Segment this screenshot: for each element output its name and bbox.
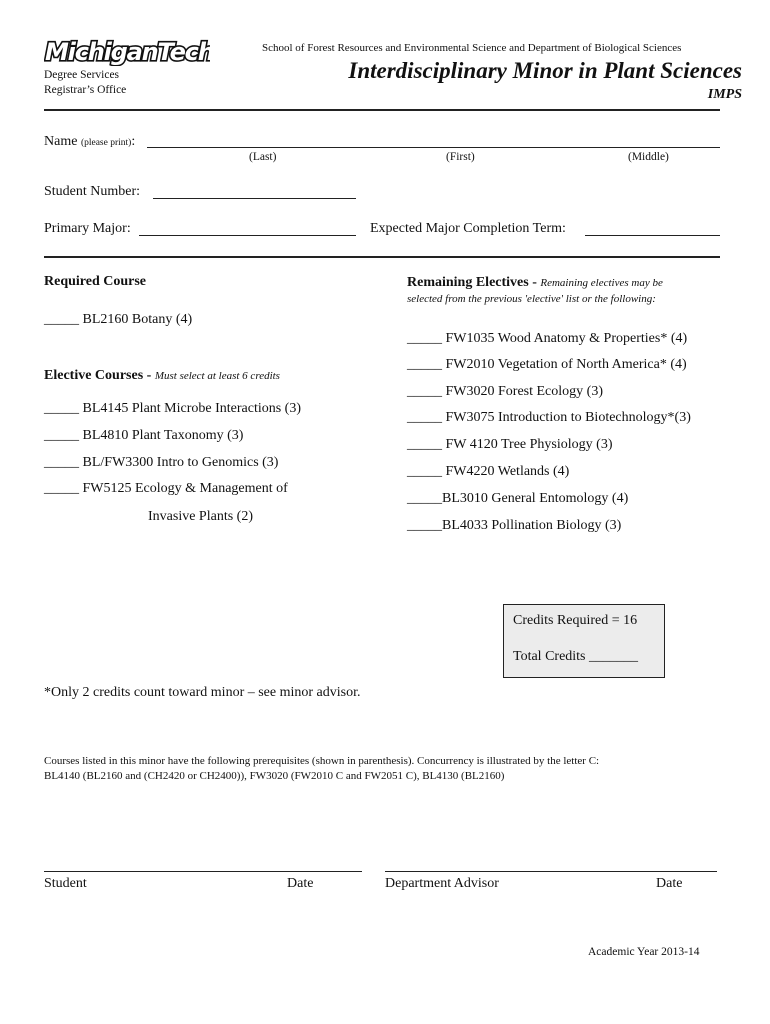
footnote: *Only 2 credits count toward minor – see minor advisor.: [44, 685, 361, 700]
remaining-course-item[interactable]: _____ FW1035 Wood Anatomy & Properties* (4): [407, 331, 688, 346]
credits-required: Credits Required = 16: [513, 613, 638, 628]
primary-major-field[interactable]: [139, 223, 356, 236]
name-field[interactable]: [147, 135, 720, 148]
remaining-note-line2: selected from the previous 'elective' list or the following:: [407, 293, 656, 305]
advisor-signature-label: Department Advisor: [385, 876, 499, 891]
fields-divider: [44, 256, 720, 258]
degree-services: Degree Services: [44, 69, 120, 81]
remaining-course-item[interactable]: _____ FW4220 Wetlands (4): [407, 464, 570, 479]
elective-course-item[interactable]: _____ BL/FW3300 Intro to Genomics (3): [44, 455, 279, 470]
required-course-heading: Required Course: [44, 274, 147, 289]
header-divider: [44, 109, 720, 111]
completion-term-label: Expected Major Completion Term:: [370, 221, 566, 236]
student-signature-label: Student: [44, 876, 87, 891]
elective-courses-heading: [44, 368, 280, 384]
elective-course-item[interactable]: _____ BL4145 Plant Microbe Interactions (3): [44, 401, 302, 416]
prereq-line-2: BL4140 (BL2160 and (CH2420 or CH2400)), FW3020 (FW2010 C and FW2051 C), BL4130 (BL2160): [44, 770, 505, 782]
last-name-caption: (Last): [249, 151, 277, 163]
remaining-course-item[interactable]: _____ FW3075 Introduction to Biotechnology*(3): [407, 410, 691, 425]
remaining-course-item[interactable]: _____BL3010 General Entomology (4): [407, 491, 629, 506]
name-colon: :: [131, 134, 136, 149]
page-title: Interdisciplinary Minor in Plant Sciences: [348, 58, 742, 83]
logo-text: MichiganTech: [45, 38, 210, 66]
prereq-line-1: Courses listed in this minor have the following prerequisites (shown in parenthesis). Concurrency is illustrated by the letter C:: [44, 755, 600, 767]
first-name-caption: (First): [446, 151, 475, 163]
program-code: IMPS: [707, 87, 742, 102]
registrar-office: Registrar’s Office: [44, 84, 127, 96]
elective-heading-text: Elective Courses -: [44, 368, 155, 383]
primary-major-label: Primary Major:: [44, 221, 131, 236]
completion-term-field[interactable]: [585, 223, 720, 236]
academic-year: Academic Year 2013-14: [588, 946, 700, 958]
elective-course-item[interactable]: _____ BL4810 Plant Taxonomy (3): [44, 428, 244, 443]
remaining-course-item[interactable]: _____ FW2010 Vegetation of North America* (4): [407, 357, 687, 372]
remaining-course-item[interactable]: _____ FW 4120 Tree Physiology (3): [407, 437, 613, 452]
student-number-field[interactable]: [153, 186, 356, 199]
name-label-group: [44, 134, 135, 150]
advisor-signature-line[interactable]: [385, 871, 717, 872]
remaining-course-item[interactable]: _____ FW3020 Forest Ecology (3): [407, 384, 603, 399]
elective-course-continuation: Invasive Plants (2): [148, 509, 253, 524]
remaining-electives-heading: [407, 275, 663, 291]
middle-name-caption: (Middle): [628, 151, 669, 163]
credits-box: [503, 604, 665, 678]
student-number-label: Student Number:: [44, 184, 141, 199]
student-signature-line[interactable]: [44, 871, 362, 872]
remaining-course-item[interactable]: _____BL4033 Pollination Biology (3): [407, 518, 622, 533]
elective-heading-note: Must select at least 6 credits: [154, 370, 280, 382]
remaining-heading-note: Remaining electives may be: [540, 277, 663, 289]
michigan-tech-logo: [44, 36, 210, 66]
elective-course-item[interactable]: _____ FW5125 Ecology & Management of: [44, 481, 288, 496]
remaining-heading-text: Remaining Electives -: [407, 275, 541, 290]
name-hint: (please print): [80, 138, 132, 148]
school-name: School of Forest Resources and Environmental Science and Department of Biological Sciences: [262, 42, 682, 54]
total-credits[interactable]: Total Credits _______: [513, 649, 639, 664]
advisor-date-label: Date: [656, 876, 683, 891]
name-label: Name: [44, 134, 78, 149]
student-date-label: Date: [287, 876, 314, 891]
required-course-item[interactable]: _____ BL2160 Botany (4): [44, 312, 193, 327]
